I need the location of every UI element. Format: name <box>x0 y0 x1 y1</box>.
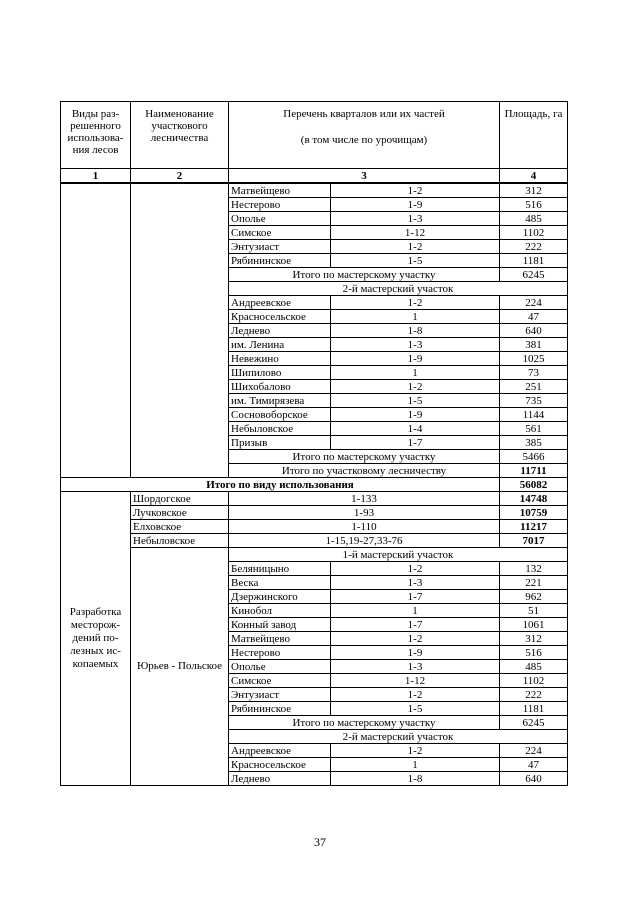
area: 962 <box>500 590 568 604</box>
area: 14748 <box>500 492 568 506</box>
area: 1061 <box>500 618 568 632</box>
quarters: 1-7 <box>331 436 500 450</box>
area: 735 <box>500 394 568 408</box>
quarters: 1 <box>331 758 500 772</box>
area: 1102 <box>500 674 568 688</box>
tract-name: Красносельское <box>229 310 331 324</box>
tract-name: Энтузиаст <box>229 688 331 702</box>
usage-type-mining: Разработка месторож-дений по-лезных ис-копаемых <box>61 492 131 786</box>
column-number: 4 <box>500 169 568 184</box>
area: 381 <box>500 338 568 352</box>
quarters: 1-9 <box>331 408 500 422</box>
usage-total-label: Итого по виду использования <box>61 478 500 492</box>
forestry-name: Елховское <box>131 520 229 534</box>
area: 224 <box>500 744 568 758</box>
quarters: 1-2 <box>331 632 500 646</box>
quarters: 1-2 <box>331 688 500 702</box>
quarters: 1-7 <box>331 590 500 604</box>
tract-name: Нестерово <box>229 646 331 660</box>
header-forestry-name: Наименование участкового лесничества <box>131 102 229 169</box>
tract-name: Шихобалово <box>229 380 331 394</box>
tract-name: Рябининское <box>229 254 331 268</box>
quarters: 1-8 <box>331 324 500 338</box>
tract-name: Ополье <box>229 660 331 674</box>
tract-name: им. Ленина <box>229 338 331 352</box>
quarters: 1-2 <box>331 562 500 576</box>
table-header-row <box>61 102 568 169</box>
area: 516 <box>500 646 568 660</box>
header-quarters-line1: Перечень кварталов или их частей <box>283 108 445 120</box>
tract-name: Леднево <box>229 772 331 786</box>
quarters: 1 <box>331 310 500 324</box>
area: 1144 <box>500 408 568 422</box>
tract-name: Леднево <box>229 324 331 338</box>
column-number: 1 <box>61 169 131 184</box>
quarters: 1-3 <box>331 660 500 674</box>
column-number: 3 <box>229 169 500 184</box>
quarters: 1-5 <box>331 394 500 408</box>
forestry-row <box>61 506 568 520</box>
area: 1181 <box>500 254 568 268</box>
tract-name: Невежино <box>229 352 331 366</box>
area: 222 <box>500 688 568 702</box>
area: 11217 <box>500 520 568 534</box>
tract-name: Нестерово <box>229 198 331 212</box>
quarters: 1-5 <box>331 254 500 268</box>
area: 485 <box>500 660 568 674</box>
quarters: 1-5 <box>331 702 500 716</box>
header-area: Площадь, га <box>500 102 568 169</box>
quarters: 1 <box>331 604 500 618</box>
tract-name: Небыловское <box>229 422 331 436</box>
area: 485 <box>500 212 568 226</box>
quarters: 1-8 <box>331 772 500 786</box>
tract-name: Конный завод <box>229 618 331 632</box>
forestry-name-cell <box>131 183 229 478</box>
quarters: 1-9 <box>331 352 500 366</box>
area: 47 <box>500 758 568 772</box>
forestry-name: Шордогское <box>131 492 229 506</box>
master-section-label: 2-й мастерский участок <box>229 730 568 744</box>
quarters: 1-15,19-27,33-76 <box>229 534 500 548</box>
tract-name: Красносельское <box>229 758 331 772</box>
area: 561 <box>500 422 568 436</box>
column-number: 2 <box>131 169 229 184</box>
usage-total-value: 56082 <box>500 478 568 492</box>
forestry-total-value: 11711 <box>500 464 568 478</box>
header-quarters-line2: (в том числе по урочищам) <box>300 134 428 146</box>
area: 516 <box>500 198 568 212</box>
quarters: 1-3 <box>331 212 500 226</box>
quarters: 1-2 <box>331 380 500 394</box>
header-quarters-list <box>229 102 500 169</box>
tract-name: Беляницыно <box>229 562 331 576</box>
area: 10759 <box>500 506 568 520</box>
area: 1025 <box>500 352 568 366</box>
quarters: 1-7 <box>331 618 500 632</box>
quarters: 1-4 <box>331 422 500 436</box>
master-section-label: 2-й мастерский участок <box>229 282 568 296</box>
area: 640 <box>500 772 568 786</box>
quarters: 1 <box>331 366 500 380</box>
tract-name: Рябининское <box>229 702 331 716</box>
quarters: 1-2 <box>331 296 500 310</box>
tract-name: Симское <box>229 226 331 240</box>
area: 251 <box>500 380 568 394</box>
area: 312 <box>500 183 568 198</box>
forestry-row <box>61 534 568 548</box>
tract-name: Веска <box>229 576 331 590</box>
forestry-name: Небыловское <box>131 534 229 548</box>
area: 221 <box>500 576 568 590</box>
quarters: 1-133 <box>229 492 500 506</box>
area: 385 <box>500 436 568 450</box>
quarters: 1-12 <box>331 674 500 688</box>
quarters: 1-9 <box>331 646 500 660</box>
forestry-row <box>61 520 568 534</box>
subtotal-value: 5466 <box>500 450 568 464</box>
subtotal-value: 6245 <box>500 716 568 730</box>
forestry-total-label: Итого по участковому лесничеству <box>229 464 500 478</box>
tract-name: Призыв <box>229 436 331 450</box>
subtotal-label: Итого по мастерскому участку <box>229 716 500 730</box>
tract-name: Энтузиаст <box>229 240 331 254</box>
tract-name: им. Тимирязева <box>229 394 331 408</box>
table-row <box>61 183 568 198</box>
tract-name: Дзержинского <box>229 590 331 604</box>
area: 1102 <box>500 226 568 240</box>
tract-name: Сосновоборское <box>229 408 331 422</box>
forestry-name-yuryev-polskoe: Юрьев - Польское <box>131 548 229 786</box>
quarters: 1-9 <box>331 198 500 212</box>
tract-name: Кинобол <box>229 604 331 618</box>
area: 7017 <box>500 534 568 548</box>
tract-name: Андреевское <box>229 296 331 310</box>
tract-name: Матвейщево <box>229 632 331 646</box>
tract-name: Ополье <box>229 212 331 226</box>
quarters: 1-110 <box>229 520 500 534</box>
quarters: 1-3 <box>331 338 500 352</box>
forest-quarters-table <box>60 101 568 786</box>
area: 47 <box>500 310 568 324</box>
usage-total-row <box>61 478 568 492</box>
column-number-row <box>61 169 568 184</box>
quarters: 1-3 <box>331 576 500 590</box>
header-usage-type: Виды раз-решенного использова-ния лесов <box>61 102 131 169</box>
master-section-label: 1-й мастерский участок <box>229 548 568 562</box>
page-number: 37 <box>314 835 326 849</box>
area: 51 <box>500 604 568 618</box>
usage-type-cell <box>61 183 131 478</box>
area: 640 <box>500 324 568 338</box>
area: 132 <box>500 562 568 576</box>
subtotal-label: Итого по мастерскому участку <box>229 450 500 464</box>
tract-name: Симское <box>229 674 331 688</box>
area: 312 <box>500 632 568 646</box>
master-section-row <box>61 548 568 562</box>
forestry-name: Лучковское <box>131 506 229 520</box>
quarters: 1-2 <box>331 183 500 198</box>
subtotal-label: Итого по мастерскому участку <box>229 268 500 282</box>
forestry-row <box>61 492 568 506</box>
area: 224 <box>500 296 568 310</box>
quarters: 1-12 <box>331 226 500 240</box>
quarters: 1-93 <box>229 506 500 520</box>
tract-name: Андреевское <box>229 744 331 758</box>
tract-name: Шипилово <box>229 366 331 380</box>
quarters: 1-2 <box>331 744 500 758</box>
area: 1181 <box>500 702 568 716</box>
tract-name: Матвейщево <box>229 183 331 198</box>
area: 222 <box>500 240 568 254</box>
subtotal-value: 6245 <box>500 268 568 282</box>
quarters: 1-2 <box>331 240 500 254</box>
area: 73 <box>500 366 568 380</box>
